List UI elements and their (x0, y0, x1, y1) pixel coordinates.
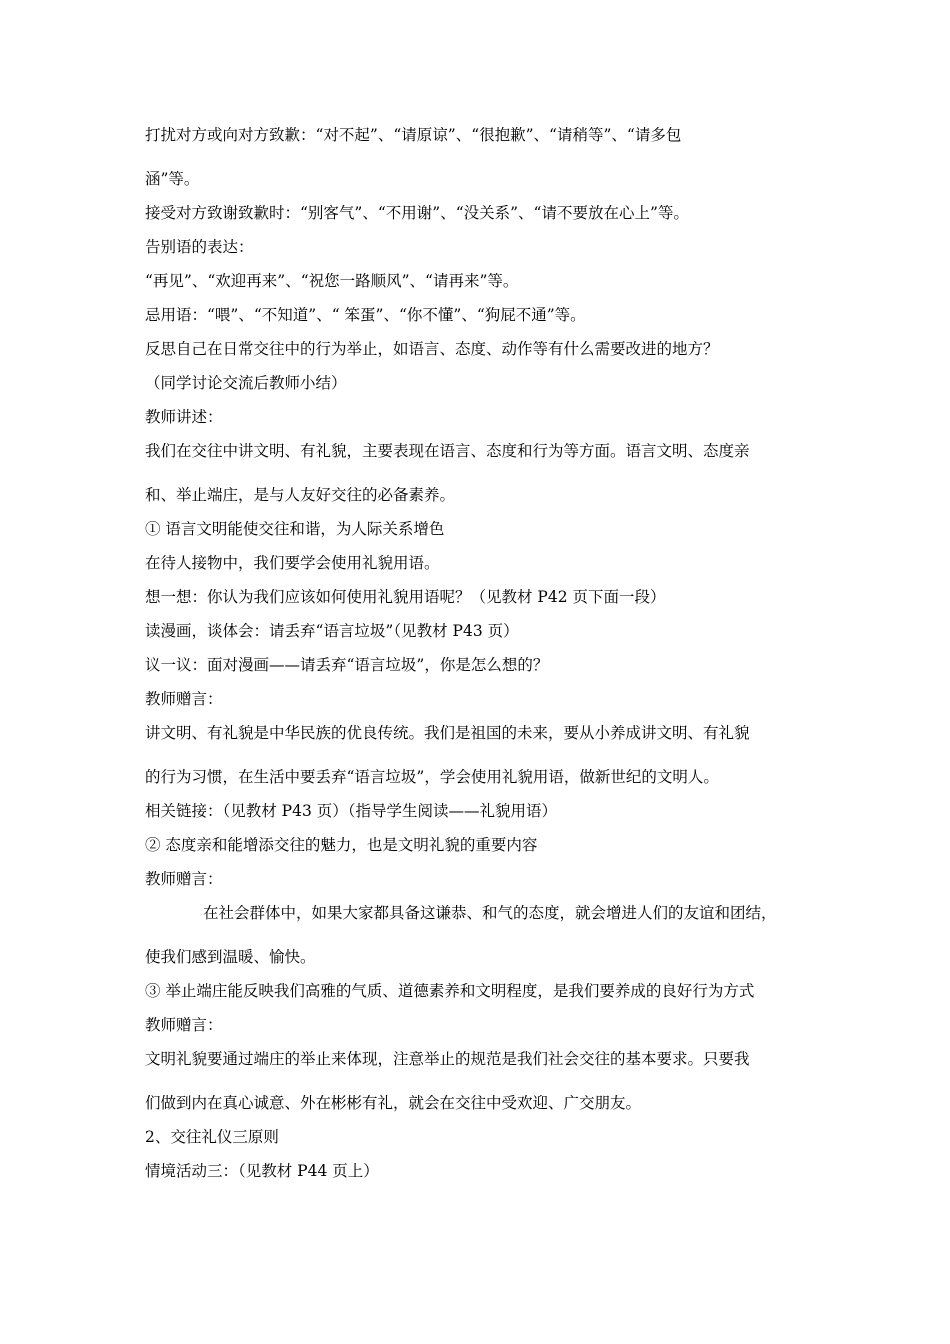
text-line: 接受对方致谢致歉时：“别客气”、“不用谢”、“没关系”、“请不要放在心上”等。 (145, 204, 689, 222)
text-line: 教师赠言： (145, 690, 223, 708)
text-line: 在社会群体中，如果大家都具备这谦恭、和气的态度，就会增进人们的友谊和团结， (203, 904, 777, 922)
text-line: 使我们感到温暖、愉快。 (145, 948, 316, 966)
text-line: 打扰对方或向对方致歉：“对不起”、“请原谅”、“很抱歉”、“请稍等”、“请多包 (145, 126, 682, 144)
text-line: 和、举止端庄，是与人友好交往的必备素养。 (145, 486, 456, 504)
text-line: 的行为习惯，在生活中要丢弃“语言垃圾”，学会使用礼貌用语，做新世纪的文明人。 (145, 768, 719, 786)
text-line: ② 态度亲和能增添交往的魅力，也是文明礼貌的重要内容 (145, 836, 538, 854)
text-line: 教师赠言： (145, 870, 223, 888)
text-line: ③ 举止端庄能反映我们高雅的气质、道德素养和文明程度，是我们要养成的良好行为方式 (145, 982, 755, 1000)
text-line: 反思自己在日常交往中的行为举止，如语言、态度、动作等有什么需要改进的地方？ (145, 340, 719, 358)
text-line: 情境活动三：（见教材 P44 页上） (145, 1162, 379, 1180)
text-line: 2、交往礼仪三原则 (145, 1128, 279, 1146)
text-line: 文明礼貌要通过端庄的举止来体现，注意举止的规范是我们社会交往的基本要求。只要我 (145, 1050, 750, 1068)
text-line: 想一想：你认为我们应该如何使用礼貌用语呢？（见教材 P42 页下面一段） (145, 588, 666, 606)
text-line: 讲文明、有礼貌是中华民族的优良传统。我们是祖国的未来，要从小养成讲文明、有礼貌 (145, 724, 750, 742)
text-line: 相关链接：（见教材 P43 页）（指导学生阅读——礼貌用语） (145, 802, 558, 820)
text-line: 教师讲述： (145, 408, 223, 426)
text-line: “再见”、“欢迎再来”、“祝您一路顺风”、“请再来”等。 (145, 272, 519, 290)
text-line: 我们在交往中讲文明、有礼貌，主要表现在语言、态度和行为等方面。语言文明、态度亲 (145, 442, 750, 460)
text-line: 读漫画，谈体会：请丢弃“语言垃圾”（见教材 P43 页） (145, 622, 519, 640)
text-line: （同学讨论交流后教师小结） (145, 374, 347, 392)
text-line: 们做到内在真心诚意、外在彬彬有礼，就会在交往中受欢迎、广交朋友。 (145, 1094, 642, 1112)
text-line: 忌用语：“喂”、“不知道”、“ 笨蛋”、“你不懂”、“狗屁不通”等。 (145, 306, 586, 324)
text-line: ① 语言文明能使交往和谐，为人际关系增色 (145, 520, 445, 538)
document-body (145, 118, 815, 1188)
text-line: 涵”等。 (145, 170, 200, 188)
text-line: 教师赠言： (145, 1016, 223, 1034)
text-line: 告别语的表达： (145, 238, 254, 256)
text-line: 议一议：面对漫画——请丢弃“语言垃圾”，你是怎么想的？ (145, 656, 549, 674)
text-line: 在待人接物中，我们要学会使用礼貌用语。 (145, 554, 440, 572)
